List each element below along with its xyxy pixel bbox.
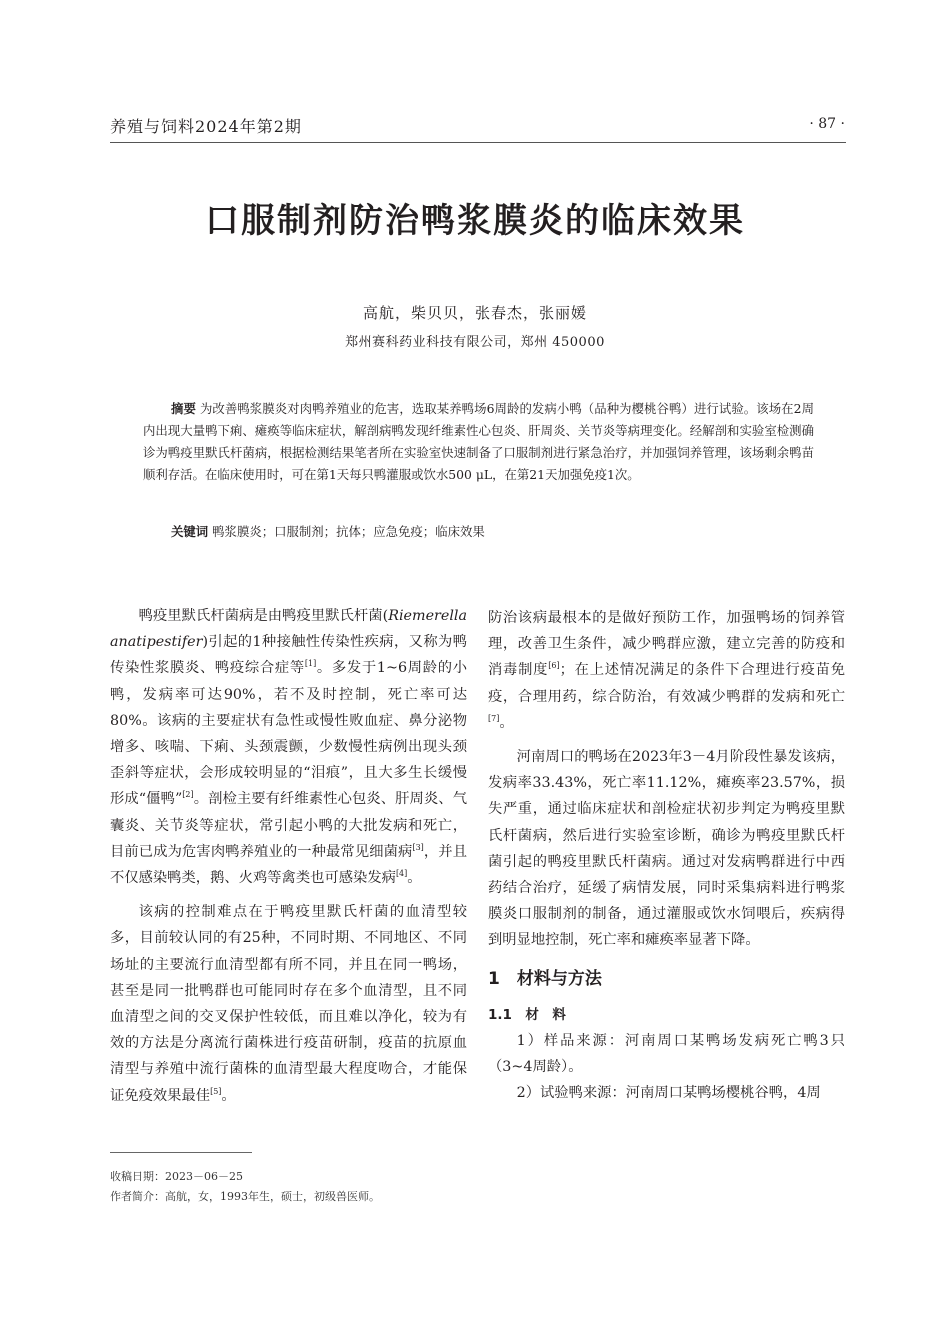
paragraph: 河南周口的鸭场在2023年3－4月阶段性暴发该病，发病率33.43%，死亡率11.12%，瘫痪率23.57%，损失严重，通过临床症状和剖检症状初步判定为鸭疫里默氏杆菌病，然后进行实验室诊断，确诊为鸭疫里默氏杆菌引起的鸭疫里默氏杆菌病。通过对发病鸭群进行中西药结合治疗，延缓了病情发展，同时采集病料进行鸭浆膜炎口服制剂的制备，通过灌服或饮水饲喂后，疾病得到明显地控制，死亡率和瘫痪率显著下降。 bbox=[488, 749, 845, 949]
citation: [7] bbox=[488, 714, 500, 724]
citation: [6] bbox=[548, 661, 560, 671]
page-number: · 87 · bbox=[809, 116, 845, 132]
paragraph: 防治该病最根本的是做好预防工作，加强鸭场的饲养管理，改善卫生条件，减少鸭群应激，建立完善的防疫和消毒制度[6]；在上述情况满足的条件下合理进行疫苗免疫，合理用药，综合防治，有效减少鸭群的发病和死亡[7]。 bbox=[488, 610, 846, 731]
paragraph: 鸭疫里默氏杆菌病是由鸭疫里默氏杆菌(Riemerella anatipestifer)引起的1种接触性传染性疾病，又称为鸭传染性浆膜炎、鸭疫综合症等[1]。多发于1~6周龄的小鸭，发病率可达90%，若不及时控制，死亡率可达80%。该病的主要症状有急性或慢性败血症、鼻分泌物增多、咳喘、下痢、头颈震颤，少数慢性病例出现头颈歪斜等症状，会形成较明显的“泪痕”，且大多生长缓慢形成“僵鸭”[2]。剖检主要有纤维素性心包炎、肝周炎、气囊炎、关节炎等症状，常引起小鸭的大批发病和死亡，目前已成为危害肉鸭养殖业的一种最常见细菌病[3]，并且不仅感染鸭类，鹅、火鸡等禽类也可感染发病[4]。 bbox=[110, 608, 468, 887]
section-heading: 1 材料与方法 bbox=[488, 968, 602, 989]
abstract bbox=[143, 398, 814, 486]
author-list: 高航，柴贝贝，张春杰，张丽媛 bbox=[362, 304, 587, 322]
list-item: 1）样品来源：河南周口某鸭场发病死亡鸭3只（3~4周龄）。 bbox=[488, 1032, 845, 1076]
article-title: 口服制剂防治鸭浆膜炎的临床效果 bbox=[205, 201, 745, 241]
abstract-text: 为改善鸭浆膜炎对肉鸭养殖业的危害，选取某养鸭场6周龄的发病小鸭（品种为樱桃谷鸭）进行试验。该场在2周内出现大量鸭下痢、瘫痪等临床症状，解剖病鸭发现纤维素性心包炎、肝周炎、关节炎等病理变化。经解剖和实验室检测确诊为鸭疫里默氏杆菌病，根据检测结果笔者所在实验室快速制备了口服制剂进行紧急治疗，并加强饲养管理，该场剩余鸭苗顺利存活。在临床使用时，可在第1天每只鸭灌服或饮水500 μL，在第21天加强免疫1次。 bbox=[143, 401, 814, 482]
citation: [3] bbox=[412, 843, 424, 853]
citation: [4] bbox=[395, 869, 408, 879]
received-date: 收稿日期：2023－06－25 bbox=[110, 1170, 243, 1183]
citation: [5] bbox=[210, 1086, 222, 1096]
abstract-label: 摘要 bbox=[171, 401, 196, 416]
header-rule bbox=[110, 142, 846, 143]
affiliation: 郑州赛科药业科技有限公司，郑州 450000 bbox=[345, 335, 605, 350]
keywords bbox=[171, 521, 811, 543]
list-item: 2）试验鸭来源：河南周口某鸭场樱桃谷鸭，4周 bbox=[516, 1085, 821, 1102]
author-bio: 作者简介：高航，女，1993年生，硕士，初级兽医师。 bbox=[110, 1190, 380, 1203]
keywords-label: 关键词 bbox=[171, 524, 209, 539]
journal-header: 养殖与饲料2024年第2期 bbox=[110, 117, 302, 136]
citation: [2] bbox=[182, 790, 194, 800]
body-column-right bbox=[488, 605, 845, 1106]
species-name: Riemerella anatipestifer bbox=[110, 608, 467, 651]
citation: [1] bbox=[304, 659, 317, 669]
keywords-text: 鸭浆膜炎；口服制剂；抗体；应急免疫；临床效果 bbox=[212, 524, 485, 539]
body-column-left bbox=[110, 603, 467, 1109]
subsection-heading: 1.1 材 料 bbox=[488, 1006, 566, 1023]
footnote-rule bbox=[110, 1152, 252, 1153]
paragraph: 该病的控制难点在于鸭疫里默氏杆菌的血清型较多，目前较认同的有25种，不同时期、不同地区、不同场址的主要流行血清型都有所不同，并且在同一鸭场，甚至是同一批鸭群也可能同时存在多个血清型，且不同血清型之间的交叉保护性较低，而且难以净化，较为有效的方法是分离流行菌株进行疫苗研制，疫苗的抗原血清型与养殖中流行菌株的血清型最大程度吻合，才能保证免疫效果最佳[5]。 bbox=[110, 904, 467, 1104]
